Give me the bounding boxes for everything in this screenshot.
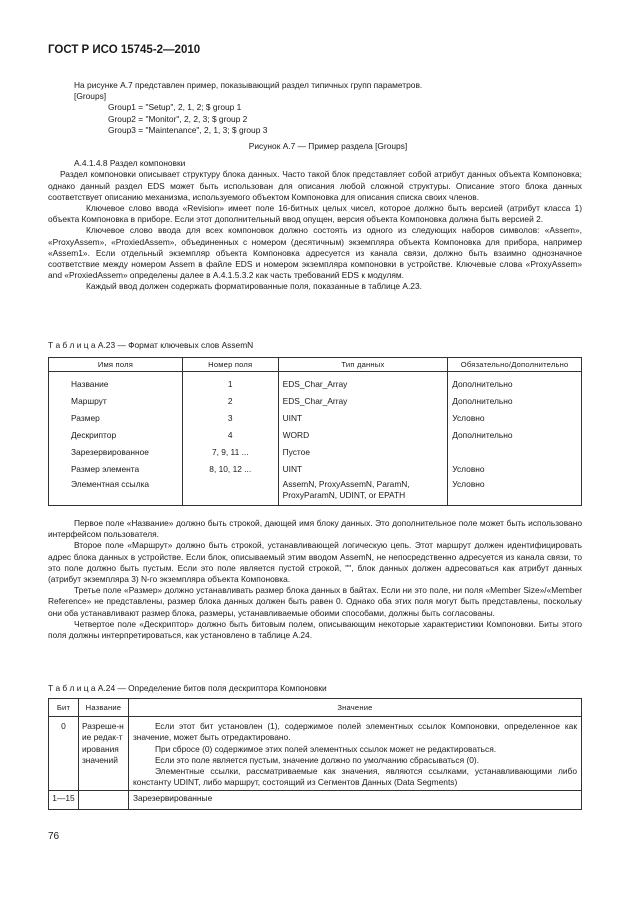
paragraph: Второе поле «Маршрут» должно быть строкой, устанавливающей логическую цепь. Этот маршрут должен идентифицировать адрес блока данных в устройстве. Если блок, описываемый этим вводом AssemN, не непосредственно адресуется из канала связи, то это поле должно быть пустым. Если это поле является пустой строкой, "", блок данных должен адресоваться как атрибут данных (атрибут экземпляра 3) N-го экземпляра объекта Компоновка. — [48, 540, 582, 585]
intro-text: На рисунке А.7 представлен пример, показывающий раздел типичных групп параметров. — [74, 80, 423, 90]
column-header: Название — [78, 699, 128, 717]
table-cell: Пустое — [278, 444, 448, 461]
page-number: 76 — [48, 831, 60, 842]
table-caption-prefix: Т а б л и ц а — [48, 683, 96, 693]
table-cell: UINT — [278, 461, 448, 478]
table-cell: 2 — [182, 393, 278, 410]
table-cell: Условно — [448, 478, 582, 505]
table-cell: 1 — [182, 372, 278, 394]
table-cell: Дескриптор — [49, 427, 183, 444]
value-text: Если этот бит установлен (1), содержимое полей элементных ссылок Компоновки, определенное как значение, может быть отредактировано. — [132, 721, 577, 743]
column-header: Обязательно/Дополнительно — [448, 358, 582, 372]
table-cell: 4 — [182, 427, 278, 444]
column-header: Номер поля — [182, 358, 278, 372]
table-row — [49, 410, 582, 427]
table-cell: 7, 9, 11 ... — [182, 444, 278, 461]
code-line: Group1 = "Setup", 2, 1, 2; $ group 1 — [108, 102, 242, 113]
table-cell: Дополнительно — [448, 372, 582, 394]
table-a24-caption — [48, 683, 327, 694]
table-a23 — [48, 357, 582, 506]
paragraph: Третье поле «Размер» должно устанавливать размер блока данных в байтах. Если ни это поле, ни поля «Member Size»/«Member Reference» не представлены, размер блока данных должен быть равен 0. Однако оба этих поля могут быть представлены, поскольку они оба устанавливают размер блока, размеры, устанавливаемые обоими способами, должны быть согласованы. — [48, 585, 582, 618]
table-cell — [128, 717, 581, 791]
table-cell: 0 — [49, 717, 79, 791]
table-row — [49, 478, 582, 505]
table-cell: Элементная ссылка — [49, 478, 183, 505]
table-cell: Разреше-ние редак-тирования значений — [78, 717, 128, 791]
figure-caption: Рисунок А.7 — Пример раздела [Groups] — [248, 141, 408, 152]
table-cell: Дополнительно — [448, 427, 582, 444]
table-cell: AssemN, ProxyAssemN, ParamN, ProxyParamN, UDINT, or EPATH — [278, 478, 448, 505]
table-row — [49, 444, 582, 461]
table-cell: Условно — [448, 461, 582, 478]
section-title: A.4.1.4.8 Раздел компоновки — [74, 158, 186, 169]
table-cell: WORD — [278, 427, 448, 444]
table-cell — [182, 478, 278, 505]
table-cell — [78, 791, 128, 809]
table-cell: Маршрут — [49, 393, 183, 410]
table-row — [49, 791, 582, 809]
table-a23-caption — [48, 340, 253, 351]
code-line: Group2 = "Monitor", 2, 2, 3; $ group 2 — [108, 113, 248, 124]
paragraph: Ключевое слово ввода «Revision» имеет поле 16-битных целых чисел, которое должно быть версией (атрибут класса 1) объекта Компоновка в приборе. Если этот дополнительный ввод опущен, версия объекта Компоновка должна быть версией 2. — [48, 203, 582, 225]
table-cell: Размер — [49, 410, 183, 427]
table-row — [49, 717, 582, 791]
paragraph: Первое поле «Название» должно быть строкой, дающей имя блоку данных. Это дополнительное поле может быть использовано интерфейсом пользователя. — [48, 518, 582, 540]
lower-content — [48, 518, 582, 641]
table-cell: EDS_Char_Array — [278, 372, 448, 394]
value-text: Элементные ссылки, рассматриваемые как значения, являются ссылками, устанавливающими либо константу UDINT, либо маршрут, состоящий из Сегментов Данных (Data Segments) — [132, 766, 577, 788]
table-cell: 3 — [182, 410, 278, 427]
table-row — [49, 427, 582, 444]
paragraph: Раздел компоновки описывает структуру блока данных. Часто такой блок представляет собой атрибут данных объекта Компоновка; однако данный раздел EDS может быть использован для описания любой сложной структуры. Описание этого блока данных соответствует описанию механизма, используемого объектом Компоновка для описания списка своих членов. — [48, 169, 582, 202]
code-section-label: [Groups] — [74, 91, 107, 102]
table-header-row — [49, 699, 582, 717]
table-cell: Дополнительно — [448, 393, 582, 410]
upper-content — [48, 80, 582, 293]
table-row — [49, 461, 582, 478]
table-cell: Условно — [448, 410, 582, 427]
table-cell: 1—15 — [49, 791, 79, 809]
code-line: Group3 = "Maintenance", 2, 1, 3; $ group 3 — [108, 124, 268, 135]
table-caption-prefix: Т а б л и ц а — [48, 340, 96, 350]
table-cell: UINT — [278, 410, 448, 427]
column-header: Имя поля — [49, 358, 183, 372]
table-cell: Название — [49, 372, 183, 394]
table-cell — [448, 444, 582, 461]
value-text: При сбросе (0) содержимое этих полей элементных ссылок может не редактироваться. — [154, 743, 497, 754]
table-cell: EDS_Char_Array — [278, 393, 448, 410]
paragraph: Ключевое слово ввода для всех компоновок должно состоять из одного из следующих наборов символов: «Assem», «ProxyAssem», «ProxiedAssem», объединенных с номером (десятичным) экземпляра объекта Компоновка для прибора, например «Assem1». Если отдельный экземпляр объекта Компоновка адресуется из канала связи, должно быть взаимно однозначное соответствие между номером Assem в файле EDS и номером экземпляра компоновки в устройстве. Ключевые слова «ProxyAssem» and «ProxiedAssem» определены далее в А.4.1.5.3.2 как часть требований EDS к модулям. — [48, 225, 582, 281]
value-text: Если это поле является пустым, значение должно по умолчанию сбрасываться (0). — [154, 754, 480, 765]
table-header-row — [49, 358, 582, 372]
column-header: Тип данных — [278, 358, 448, 372]
table-cell: Зарезервированное — [49, 444, 183, 461]
column-header: Значение — [128, 699, 581, 717]
table-caption-text: А.24 — Определение битов поля дескриптора Компоновки — [97, 683, 327, 693]
table-caption-text: А.23 — Формат ключевых слов AssemN — [97, 340, 254, 350]
table-cell: Зарезервированные — [128, 791, 581, 809]
table-cell: Размер элемента — [49, 461, 183, 478]
paragraph: Четвертое поле «Дескриптор» должно быть битовым полем, описывающим некоторые характеристики Компоновки. Биты этого поля должны интерпретироваться, как установлено в таблице А.24. — [48, 618, 582, 641]
column-header: Бит — [49, 699, 79, 717]
paragraph: Каждый ввод должен содержать форматированные поля, показанные в таблице А.23. — [86, 281, 422, 292]
table-cell: 8, 10, 12 ... — [182, 461, 278, 478]
document-header: ГОСТ Р ИСО 15745-2—2010 — [48, 44, 201, 56]
table-row — [49, 393, 582, 410]
table-row — [49, 372, 582, 394]
table-a24 — [48, 698, 582, 810]
